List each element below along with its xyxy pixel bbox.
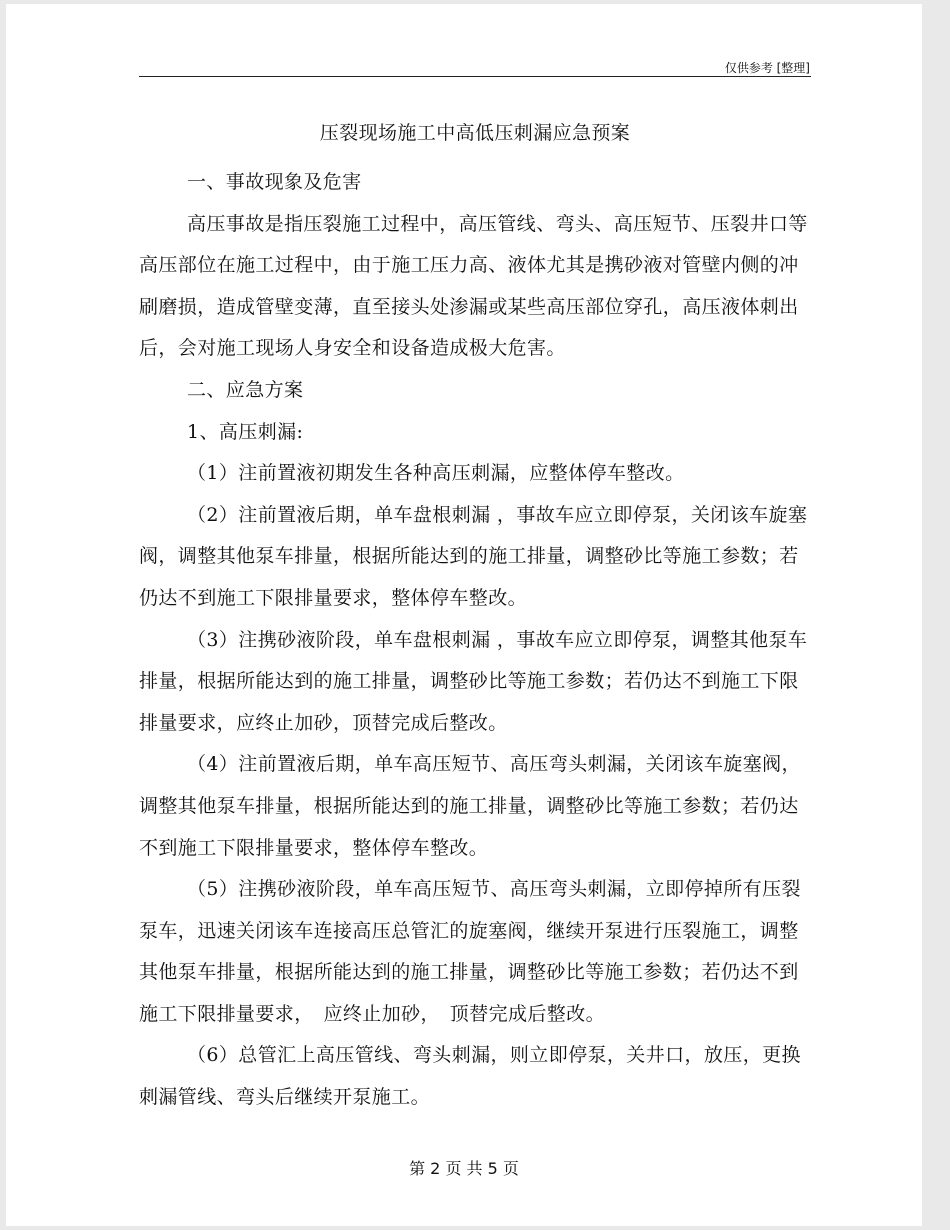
list-item: （6）总管汇上高压管线、弯头刺漏，则立即停泵，关井口，放压，更换刺漏管线、弯头后继续开泵施工。 [139, 1044, 801, 1109]
section-heading-1: 一、事故现象及危害 [187, 171, 362, 193]
list-item: （1）注前置液初期发生各种高压刺漏，应整体停车整改。 [187, 462, 685, 485]
section-heading-2: 二、应急方案 [187, 378, 304, 401]
document-body [139, 118, 811, 1119]
document-page [6, 4, 922, 1226]
list-item: （4）注前置液后期，单车高压短节、高压弯头刺漏，关闭该车旋塞阀，调整其他泵车排量，根据所能达到的施工排量，调整砂比等施工参数；若仍达不到施工下限排量要求，整体停车整改。 [139, 753, 801, 859]
paragraph-hazard: 高压事故是指压裂施工过程中，高压管线、弯头、高压短节、压裂井口等高压部位在施工过程中，由于施工压力高、液体尤其是携砂液对管壁内侧的冲刷磨损，造成管壁变薄，直至接头处渗漏或某些高压部位穿孔，高压液体刺出后，会对施工现场人身安全和设备造成极大危害。 [139, 212, 808, 360]
list-item: （3）注携砂液阶段，单车盘根刺漏 ，事故车应立即停泵，调整其他泵车排量，根据所能达到的施工排量，调整砂比等施工参数；若仍达不到施工下限排量要求，应终止加砂，顶替完成后整改。 [139, 628, 808, 734]
subsection-heading: 1、高压刺漏: [187, 420, 304, 443]
header-divider [139, 76, 811, 77]
list-item: （2）注前置液后期，单车盘根刺漏 ，事故车应立即停泵，关闭该车旋塞阀，调整其他泵车排量，根据所能达到的施工排量，调整砂比等施工参数；若仍达不到施工下限排量要求，整体停车整改。 [139, 503, 808, 609]
document-title: 压裂现场施工中高低压刺漏应急预案 [319, 122, 631, 144]
list-item: （5）注携砂液阶段，单车高压短节、高压弯头刺漏，立即停掉所有压裂泵车，迅速关闭该车连接高压总管汇的旋塞阀，继续开泵进行压裂施工，调整其他泵车排量，根据所能达到的施工排量，调整砂比等施工参数；若仍达不到施工下限排量要求， 应终止加砂， 顶替完成后整改。 [139, 878, 801, 1025]
page-number: 第 2 页 共 5 页 [409, 1159, 519, 1178]
header-note: 仅供参考 [整理] [724, 61, 810, 75]
